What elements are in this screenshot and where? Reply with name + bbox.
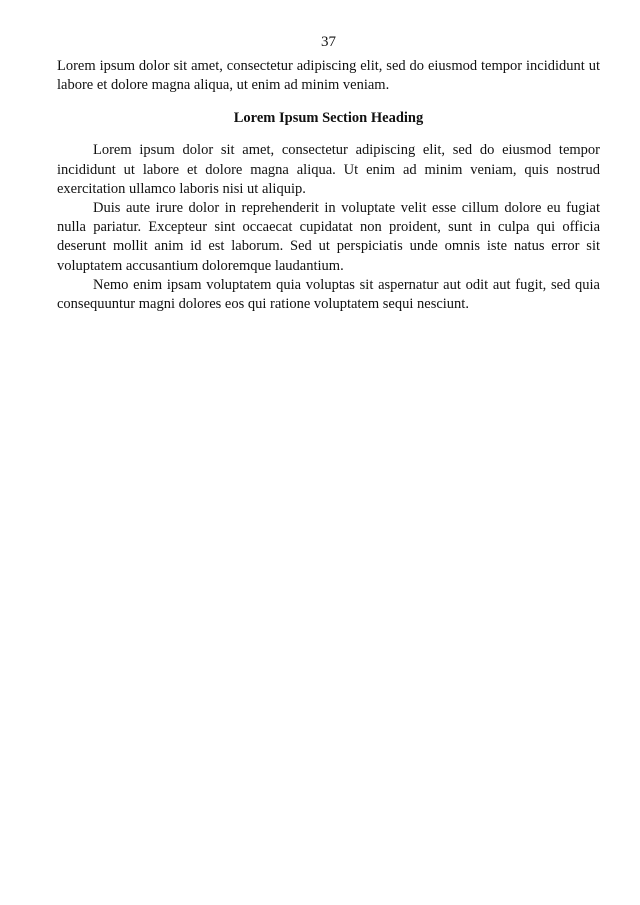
document-page [57, 33, 600, 314]
paragraph: Lorem ipsum dolor sit amet, consectetur adipiscing elit, sed do eiusmod tempor incididunt ut labore et dolore magna aliqua. Ut enim ad minim veniam, quis nostrud exercitation ullamco laboris nisi ut aliquip. [57, 142, 600, 197]
intro-paragraph: Lorem ipsum dolor sit amet, consectetur adipiscing elit, sed do eiusmod tempor incididunt ut labore et dolore magna aliqua, ut enim ad minim veniam. [57, 58, 600, 94]
paragraph: Duis aute irure dolor in reprehenderit in voluptate velit esse cillum dolore eu fugiat nulla pariatur. Excepteur sint occaecat cupidatat non proident, sunt in culpa qui officia deserunt mollit anim id est laborum. Sed ut perspiciatis unde omnis iste natus error sit voluptatem accusantium doloremque laudantium. [57, 200, 600, 274]
paragraph: Nemo enim ipsam voluptatem quia voluptas sit aspernatur aut odit aut fugit, sed quia consequuntur magni dolores eos qui ratione voluptatem sequi nesciunt. [57, 276, 600, 313]
page-number: 37 [321, 34, 336, 50]
section-title: Lorem Ipsum Section Heading [233, 110, 424, 127]
